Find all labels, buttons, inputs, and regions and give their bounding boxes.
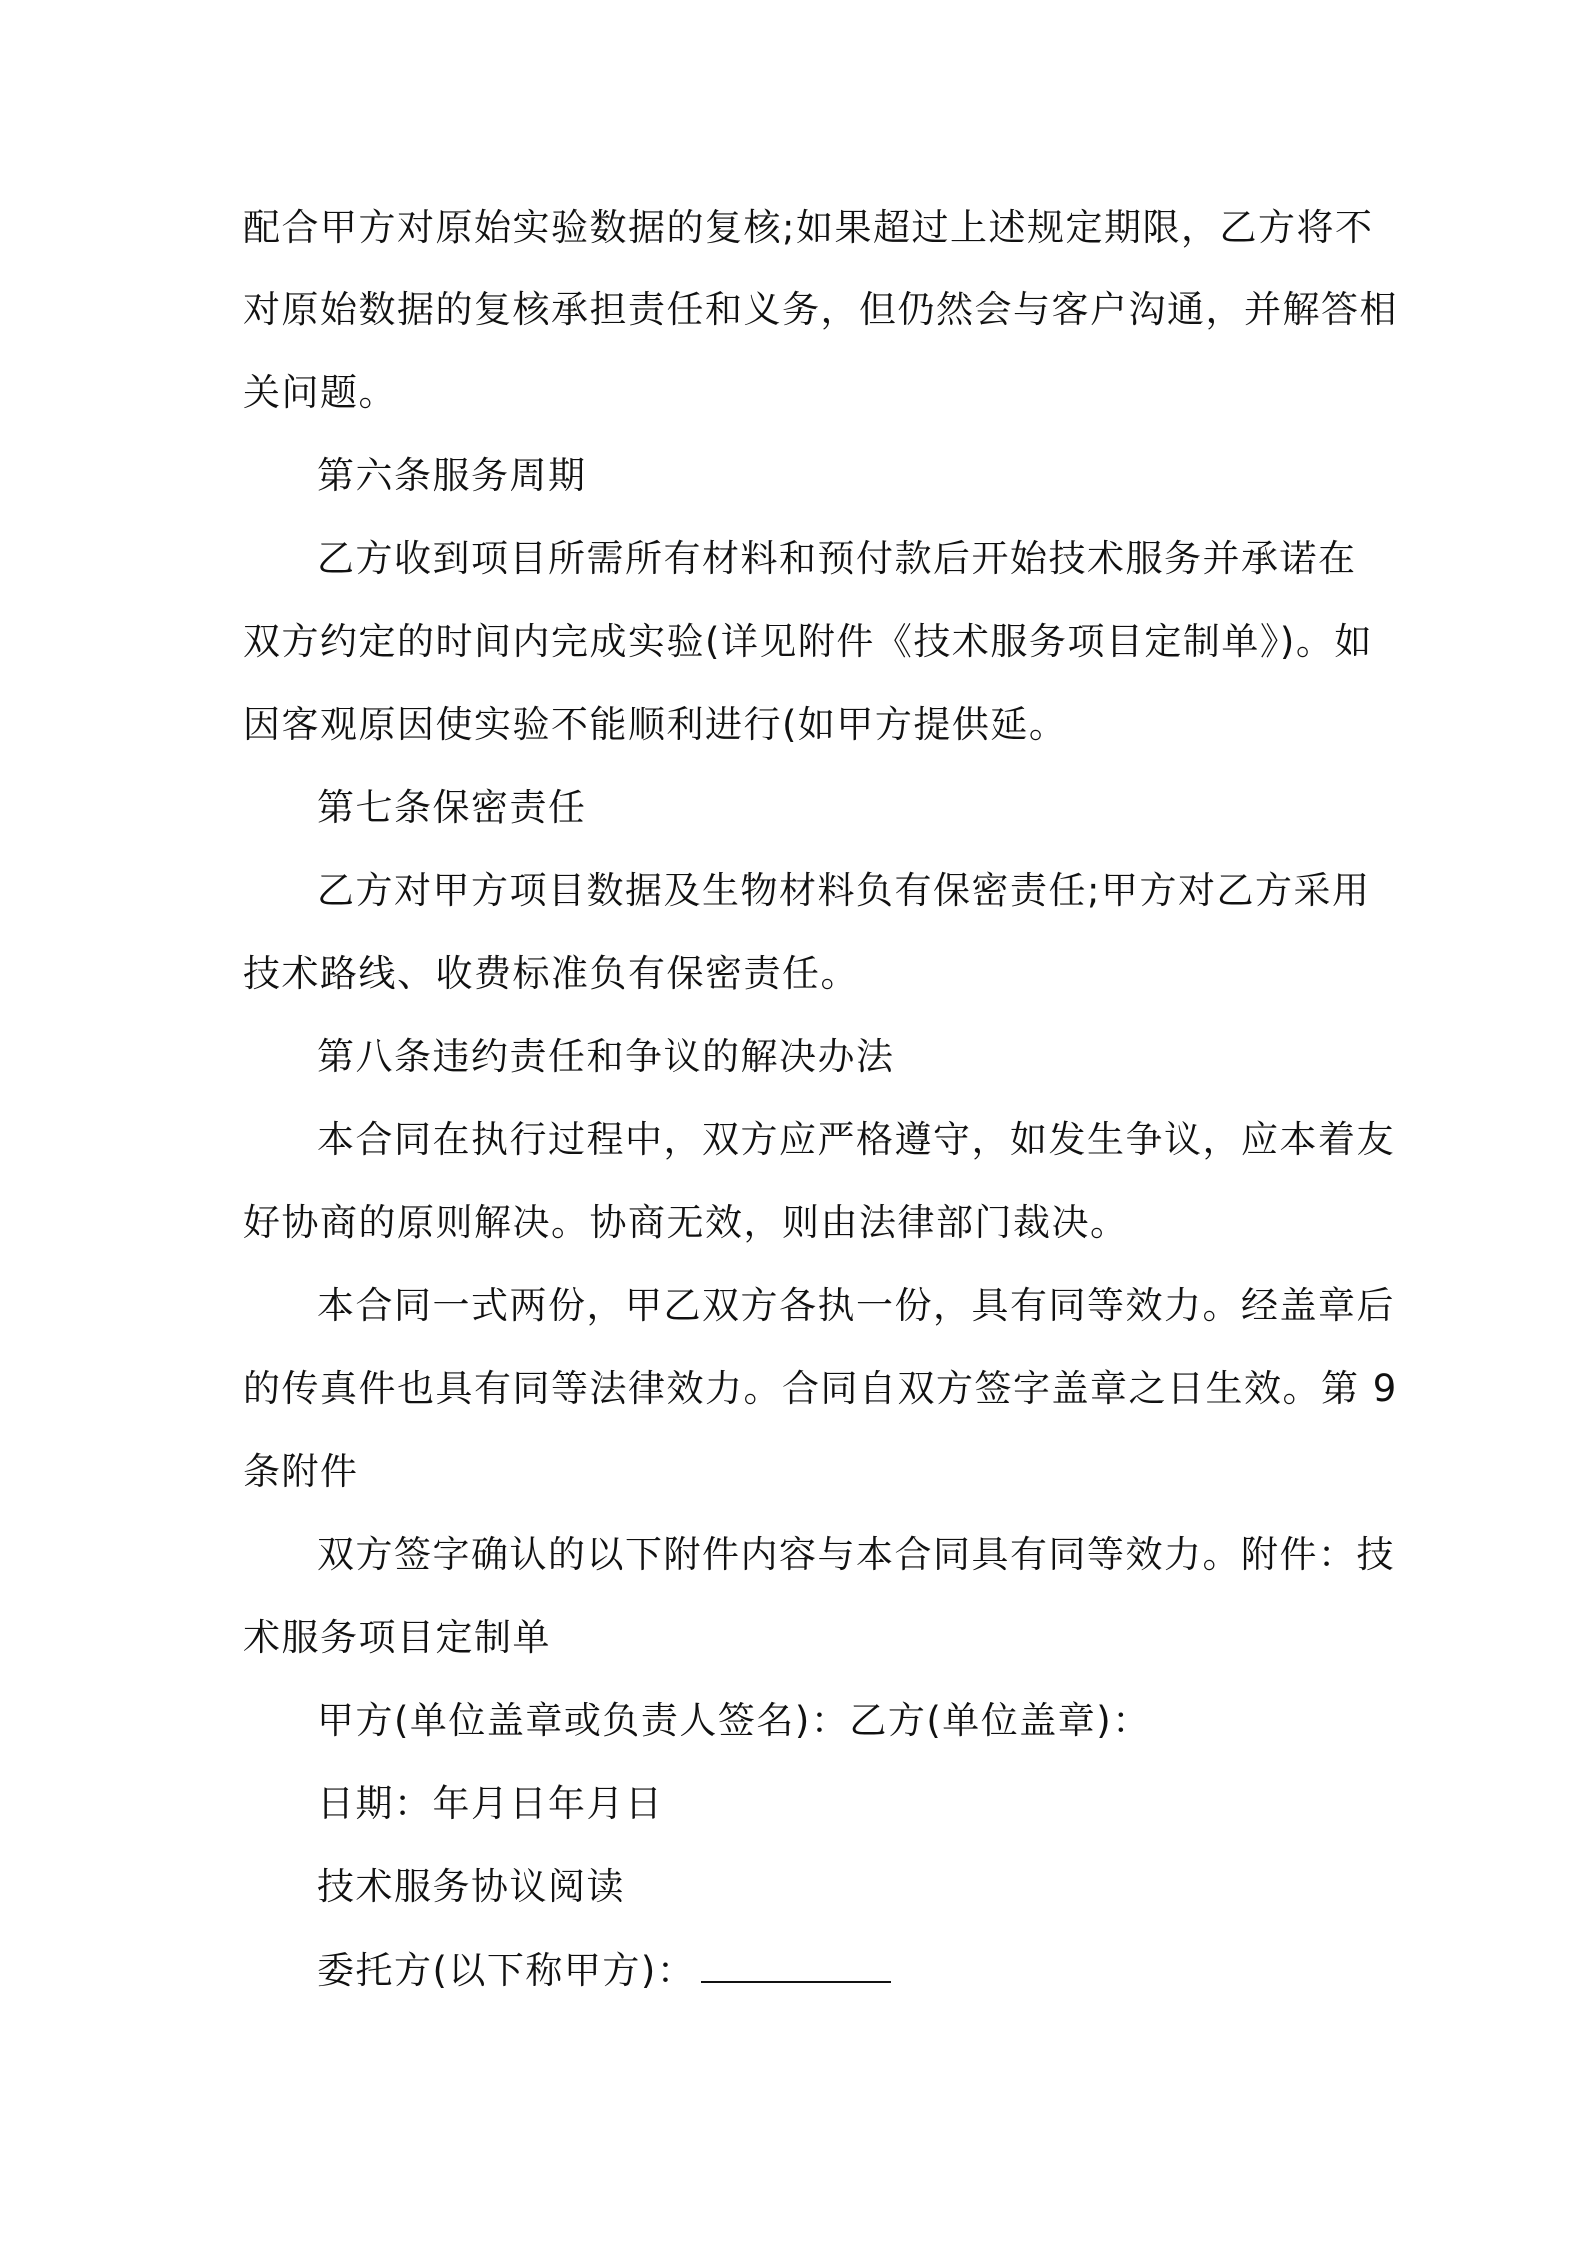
paragraph-line: 乙方对甲方项目数据及生物材料负有保密责任;甲方对乙方采用 <box>317 869 1371 912</box>
paragraph-line: 的传真件也具有同等法律效力。合同自双方签字盖章之日生效。第 9 <box>243 1367 1398 1410</box>
paragraph-line: 双方约定的时间内完成实验(详见附件《技术服务项目定制单》)。如 <box>243 620 1373 663</box>
paragraph-line: 配合甲方对原始实验数据的复核;如果超过上述规定期限，乙方将不 <box>243 206 1374 249</box>
section-heading: 技术服务协议阅读 <box>317 1865 625 1908</box>
paragraph-line: 本合同在执行过程中，双方应严格遵守，如发生争议，应本着友 <box>317 1118 1395 1161</box>
paragraph-line: 双方签字确认的以下附件内容与本合同具有同等效力。附件：技 <box>317 1533 1395 1576</box>
paragraph-line: 因客观原因使实验不能顺利进行(如甲方提供延。 <box>243 703 1068 746</box>
paragraph-line: 术服务项目定制单 <box>243 1616 551 1659</box>
paragraph-line: 条附件 <box>243 1450 359 1493</box>
paragraph-line: 对原始数据的复核承担责任和义务，但仍然会与客户沟通，并解答相 <box>243 288 1398 331</box>
paragraph-line: 好协商的原则解决。协商无效，则由法律部门裁决。 <box>243 1201 1129 1244</box>
section-heading: 第八条违约责任和争议的解决办法 <box>317 1035 895 1078</box>
paragraph-line: 关问题。 <box>243 371 397 414</box>
section-heading: 第六条服务周期 <box>317 454 587 497</box>
paragraph-line: 技术路线、收费标准负有保密责任。 <box>243 952 859 995</box>
section-heading: 第七条保密责任 <box>317 786 587 829</box>
paragraph-line: 本合同一式两份，甲乙双方各执一份，具有同等效力。经盖章后 <box>317 1284 1395 1327</box>
blank-underline <box>701 1945 891 1983</box>
date-line: 日期：年月日年月日 <box>317 1782 664 1825</box>
client-label: 委托方(以下称甲方)： <box>317 1949 696 1992</box>
signature-line: 甲方(单位盖章或负责人签名)：乙方(单位盖章)： <box>317 1699 1151 1742</box>
paragraph-line: 乙方收到项目所需所有材料和预付款后开始技术服务并承诺在 <box>317 537 1357 580</box>
client-line <box>317 1945 891 1996</box>
